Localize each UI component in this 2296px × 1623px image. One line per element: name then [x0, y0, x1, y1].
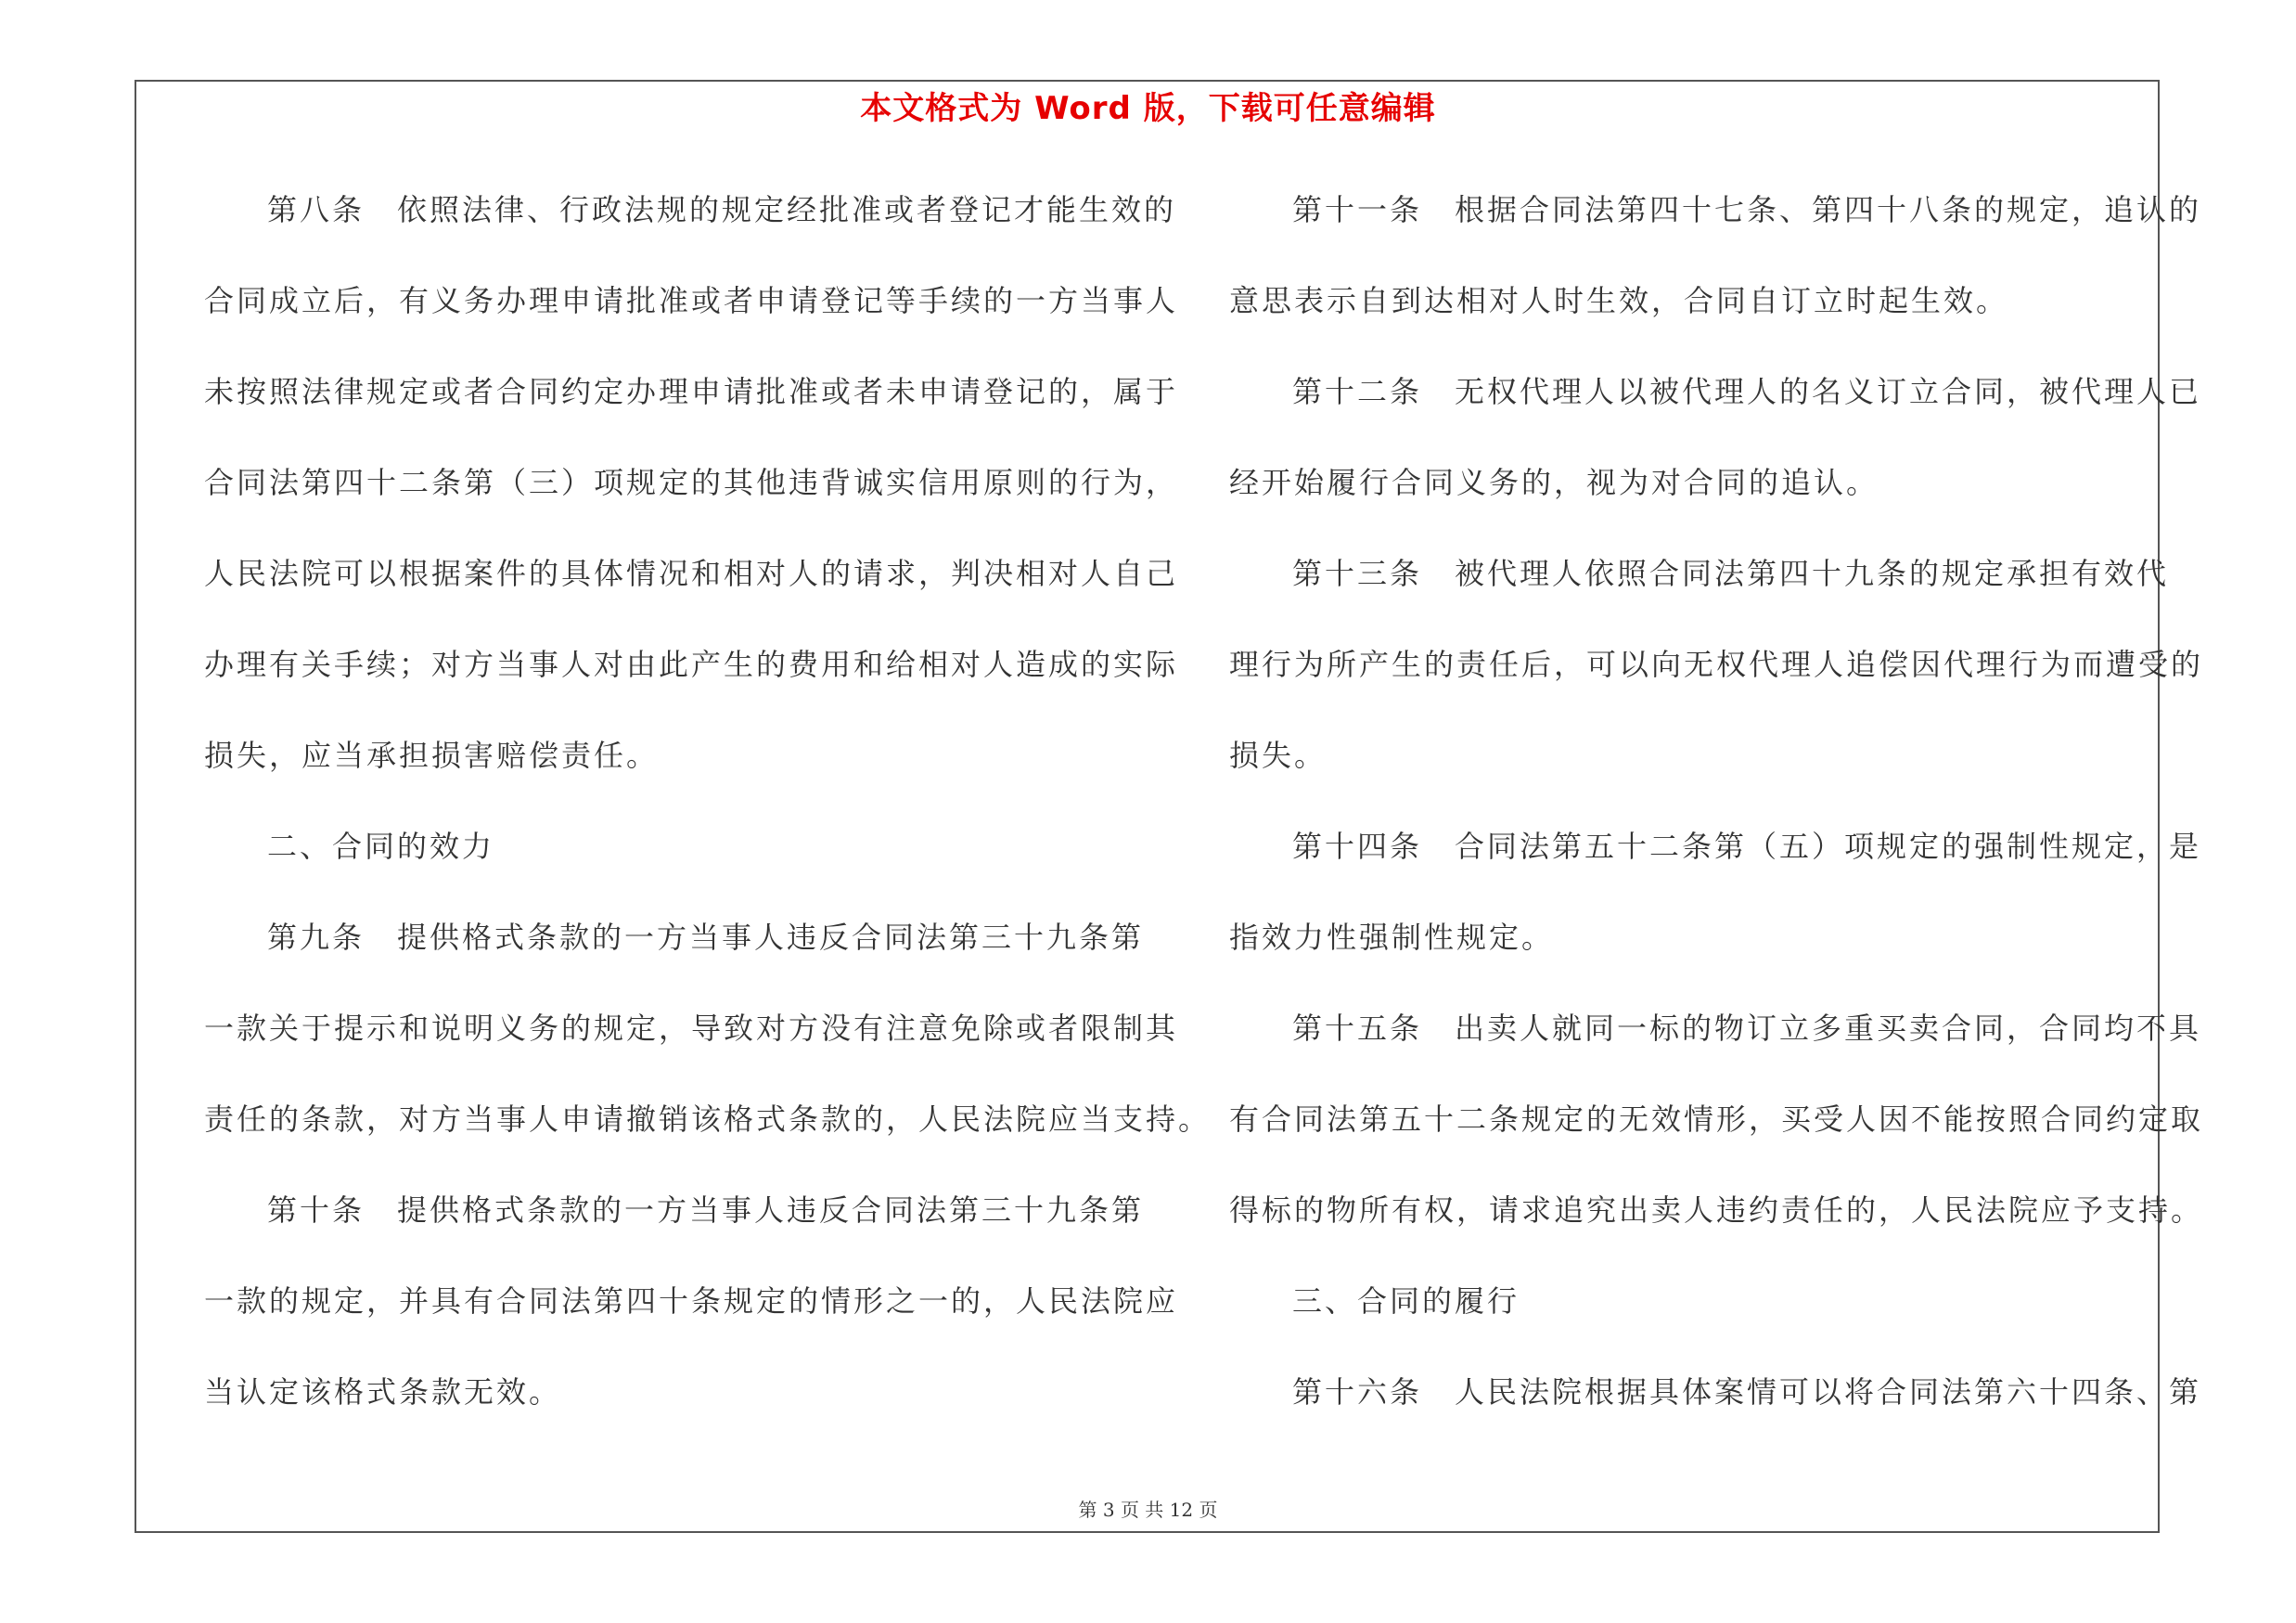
text-line: 第十六条 人民法院根据具体案情可以将合同法第六十四条、第 — [1292, 1374, 2202, 1410]
text-line: 理行为所产生的责任后，可以向无权代理人追偿因代理行为而遭受的 — [1229, 647, 2204, 682]
left-text-column — [204, 182, 1212, 1455]
text-line: 意思表示自到达相对人时生效，合同自订立时起生效。 — [1229, 283, 2009, 318]
section-heading: 三、合同的履行 — [1292, 1283, 1520, 1319]
text-line: 第八条 依照法律、行政法规的规定经批准或者登记才能生效的 — [267, 192, 1177, 227]
text-line: 一款关于提示和说明义务的规定，导致对方没有注意免除或者限制其 — [204, 1011, 1179, 1046]
text-line: 办理有关手续；对方当事人对由此产生的费用和给相对人造成的实际 — [204, 647, 1179, 682]
text-line: 第十三条 被代理人依照合同法第四十九条的规定承担有效代 — [1292, 556, 2170, 591]
word-format-banner: 本文格式为 Word 版，下载可任意编辑 — [860, 90, 1436, 127]
text-line: 第十五条 出卖人就同一标的物订立多重买卖合同，合同均不具 — [1292, 1011, 2202, 1046]
text-line: 合同成立后，有义务办理申请批准或者申请登记等手续的一方当事人 — [204, 283, 1179, 318]
text-line: 损失，应当承担损害赔偿责任。 — [204, 738, 660, 773]
text-line: 人民法院可以根据案件的具体情况和相对人的请求，判决相对人自己 — [204, 556, 1179, 591]
text-line: 有合同法第五十二条规定的无效情形，买受人因不能按照合同约定取 — [1229, 1101, 2204, 1137]
section-heading: 二、合同的效力 — [267, 829, 495, 864]
text-line: 一款的规定，并具有合同法第四十条规定的情形之一的，人民法院应 — [204, 1283, 1179, 1319]
text-line: 未按照法律规定或者合同约定办理申请批准或者未申请登记的，属于 — [204, 374, 1179, 409]
text-line: 合同法第四十二条第（三）项规定的其他违背诚实信用原则的行为， — [204, 465, 1179, 500]
text-line: 第十二条 无权代理人以被代理人的名义订立合同，被代理人已 — [1292, 374, 2202, 409]
text-line: 经开始履行合同义务的，视为对合同的追认。 — [1229, 465, 1879, 500]
text-line: 第九条 提供格式条款的一方当事人违反合同法第三十九条第 — [267, 920, 1145, 955]
text-line: 指效力性强制性规定。 — [1229, 920, 1555, 955]
right-text-column — [1229, 182, 2204, 1455]
text-line: 得标的物所有权，请求追究出卖人违约责任的，人民法院应予支持。 — [1229, 1192, 2204, 1228]
page-number-footer: 第 3 页 共 12 页 — [1078, 1499, 1218, 1521]
text-line: 第十四条 合同法第五十二条第（五）项规定的强制性规定，是 — [1292, 829, 2202, 864]
text-line: 第十条 提供格式条款的一方当事人违反合同法第三十九条第 — [267, 1192, 1145, 1228]
text-line: 损失。 — [1229, 738, 1328, 773]
text-line: 当认定该格式条款无效。 — [204, 1374, 562, 1410]
text-line: 第十一条 根据合同法第四十七条、第四十八条的规定，追认的 — [1292, 192, 2202, 227]
text-line: 责任的条款，对方当事人申请撤销该格式条款的，人民法院应当支持。 — [204, 1101, 1212, 1137]
